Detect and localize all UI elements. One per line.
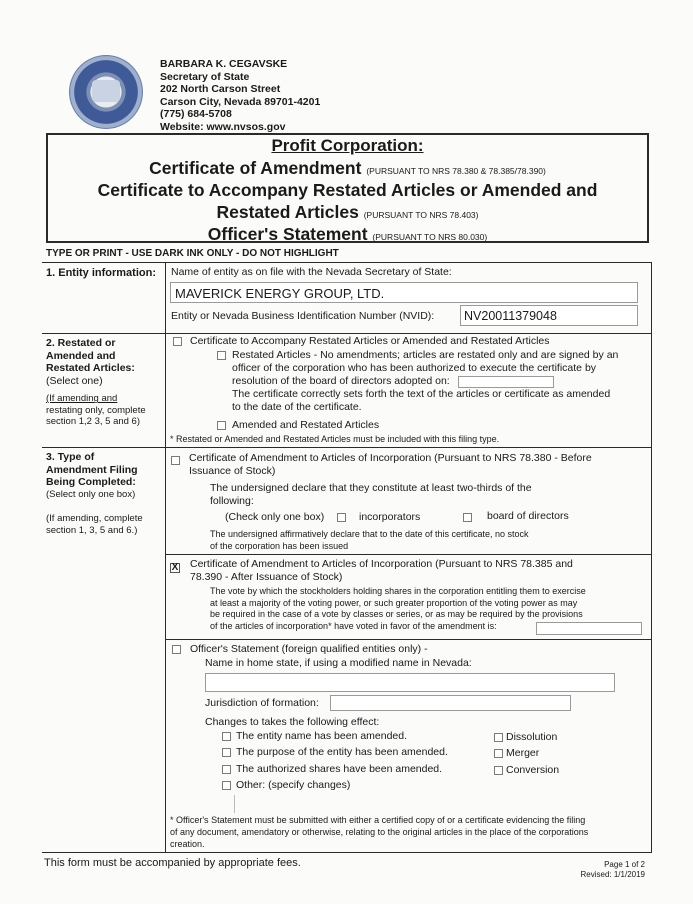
purpose-amended-checkbox[interactable] — [222, 748, 231, 757]
amendment-after-stock-checkbox[interactable]: X — [171, 562, 179, 573]
other-changes-area — [234, 795, 235, 813]
secretary-contact-block — [160, 58, 320, 134]
jurisdiction-label: Jurisdiction of formation: — [205, 697, 319, 709]
nvid-label: Entity or Nevada Business Identification Number (NVID): — [171, 310, 435, 322]
conversion-checkbox[interactable] — [494, 766, 503, 775]
restated-note: * Restated or Amended and Restated Articles must be included with this filing type. — [170, 434, 500, 444]
shares-amended-checkbox[interactable] — [222, 765, 231, 774]
no-stock-declaration: The undersigned affirmatively declare that to the date of this certificate, no stock of the corporation has been issued — [210, 529, 529, 551]
two-thirds-declaration: The undersigned declare that they constitute at least two-thirds of the following: — [210, 482, 532, 507]
form-title-box — [46, 133, 649, 243]
merger-label: Merger — [506, 747, 540, 759]
entity-name-field[interactable] — [170, 282, 638, 303]
divider — [42, 333, 652, 334]
entity-name-value: MAVERICK ENERGY GROUP, LTD. — [175, 286, 385, 301]
check-one-box-label: (Check only one box) — [225, 511, 325, 523]
officers-statement-checkbox[interactable] — [172, 645, 181, 654]
nevada-state-seal-icon — [70, 56, 142, 128]
other-changes-checkbox[interactable] — [222, 781, 231, 790]
page-number: Page 1 of 2 — [604, 860, 645, 869]
nvid-field[interactable] — [460, 305, 638, 326]
accompany-restated-checkbox[interactable] — [173, 337, 182, 346]
divider — [42, 852, 652, 853]
entity-name-amended-label: The entity name has been amended. — [236, 730, 408, 742]
divider — [42, 262, 652, 263]
title-certificate-restated: Certificate to Accompany Restated Articles or Amended and — [97, 180, 598, 200]
officers-statement-note: * Officer's Statement must be submitted with either a certified copy of or a certificate evidencing the filing of any document, amendatory or otherwise, relating to the original articles in the place of the corporations creation. — [170, 815, 589, 849]
secretary-title: Secretary of State — [160, 70, 250, 83]
form-title: Profit Corporation: — [271, 136, 424, 155]
resolution-date-field[interactable] — [458, 376, 554, 388]
nvid-value: NV20011379048 — [464, 309, 557, 323]
merger-checkbox[interactable] — [494, 749, 503, 758]
title-certificate-amendment: Certificate of Amendment (PURSUANT TO NRS 78.380 & 78.385/78.390) — [149, 158, 546, 178]
amendment-before-stock-text: Certificate of Amendment to Articles of Incorporation (Pursuant to NRS 78.380 - Before Issuance of Stock) — [189, 452, 592, 477]
stockholder-vote-text: The vote by which the stockholders holding shares in the corporation entitling them to exercise at least a majority of the voting power, or such greater proportion of the voting power as may be required in the case of a vote by classes or series, or as may be required by the provisions of the articles of incorporation* have voted in favor of the amendment is: — [210, 586, 586, 631]
amendment-after-stock-text: Certificate of Amendment to Articles of Incorporation (Pursuant to NRS 78.385 and 78.390 - After Issuance of Stock) — [190, 558, 573, 583]
section3-label: 3. Type of Amendment Filing Being Completed: (Select only one box) (If amending, complete section 1, 3, 5 and 6.) — [46, 451, 143, 536]
right-border — [651, 262, 652, 852]
secretary-name: BARBARA K. CEGAVSKE — [160, 58, 288, 70]
other-changes-label: Other: (specify changes) — [236, 779, 351, 791]
entity-name-amended-checkbox[interactable] — [222, 732, 231, 741]
revision-date: Revised: 1/1/2019 — [580, 869, 645, 879]
fees-note: This form must be accompanied by appropriate fees. — [44, 857, 301, 869]
column-divider — [165, 262, 166, 852]
city-address: Carson City, Nevada 89701-4201 — [160, 95, 321, 108]
divider — [165, 554, 652, 555]
section1-label: 1. Entity information: — [46, 267, 156, 279]
title-restated-articles: Restated Articles (PURSUANT TO NRS 78.403) — [216, 202, 479, 222]
divider — [42, 447, 652, 448]
incorporators-checkbox[interactable] — [337, 513, 346, 522]
title-officers-statement: Officer's Statement (PURSUANT TO NRS 80.030) — [207, 224, 488, 244]
board-of-directors-checkbox[interactable] — [463, 513, 472, 522]
home-state-name-field[interactable] — [205, 673, 615, 692]
page-info — [560, 860, 645, 879]
dissolution-label: Dissolution — [506, 731, 558, 743]
section2-label: 2. Restated or Amended and Restated Articles: (Select one) (If amending and restating only, complete section 1,2 3, 5 and 6) — [46, 337, 146, 428]
ink-instruction: TYPE OR PRINT - USE DARK INK ONLY - DO NOT HIGHLIGHT — [46, 248, 339, 259]
home-state-name-label: Name in home state, if using a modified name in Nevada: — [205, 657, 472, 669]
shares-amended-label: The authorized shares have been amended. — [236, 763, 443, 775]
vote-percentage-field[interactable] — [536, 622, 642, 635]
jurisdiction-field[interactable] — [330, 695, 571, 711]
restated-articles-checkbox[interactable] — [217, 351, 226, 360]
amended-restated-label: Amended and Restated Articles — [232, 419, 380, 431]
officers-statement-label: Officer's Statement (foreign qualified entities only) - — [190, 643, 428, 655]
amendment-before-stock-checkbox[interactable] — [171, 456, 180, 465]
incorporators-label: incorporators — [359, 511, 421, 523]
board-of-directors-label: board of directors — [487, 510, 569, 522]
accompany-restated-label: Certificate to Accompany Restated Articles or Amended and Restated Articles — [190, 335, 550, 347]
changes-label: Changes to takes the following effect: — [205, 716, 380, 728]
restated-articles-text: Restated Articles - No amendments; articles are restated only and are signed by an officer of the corporation who has been authorized to execute the certificate by resolution of the board of directors adopted on: The certificate correctly sets forth the text of the articles or certificate as amended to the date of the certificate. — [232, 349, 619, 413]
amended-restated-checkbox[interactable] — [217, 421, 226, 430]
website: Website: www.nvsos.gov — [160, 120, 286, 133]
phone-number: (775) 684-5708 — [160, 108, 232, 121]
divider — [165, 639, 652, 640]
entity-name-prompt: Name of entity as on file with the Nevada Secretary of State: — [171, 266, 452, 278]
conversion-label: Conversion — [506, 764, 560, 776]
street-address: 202 North Carson Street — [160, 83, 281, 96]
purpose-amended-label: The purpose of the entity has been amended. — [236, 746, 448, 758]
dissolution-checkbox[interactable] — [494, 733, 503, 742]
